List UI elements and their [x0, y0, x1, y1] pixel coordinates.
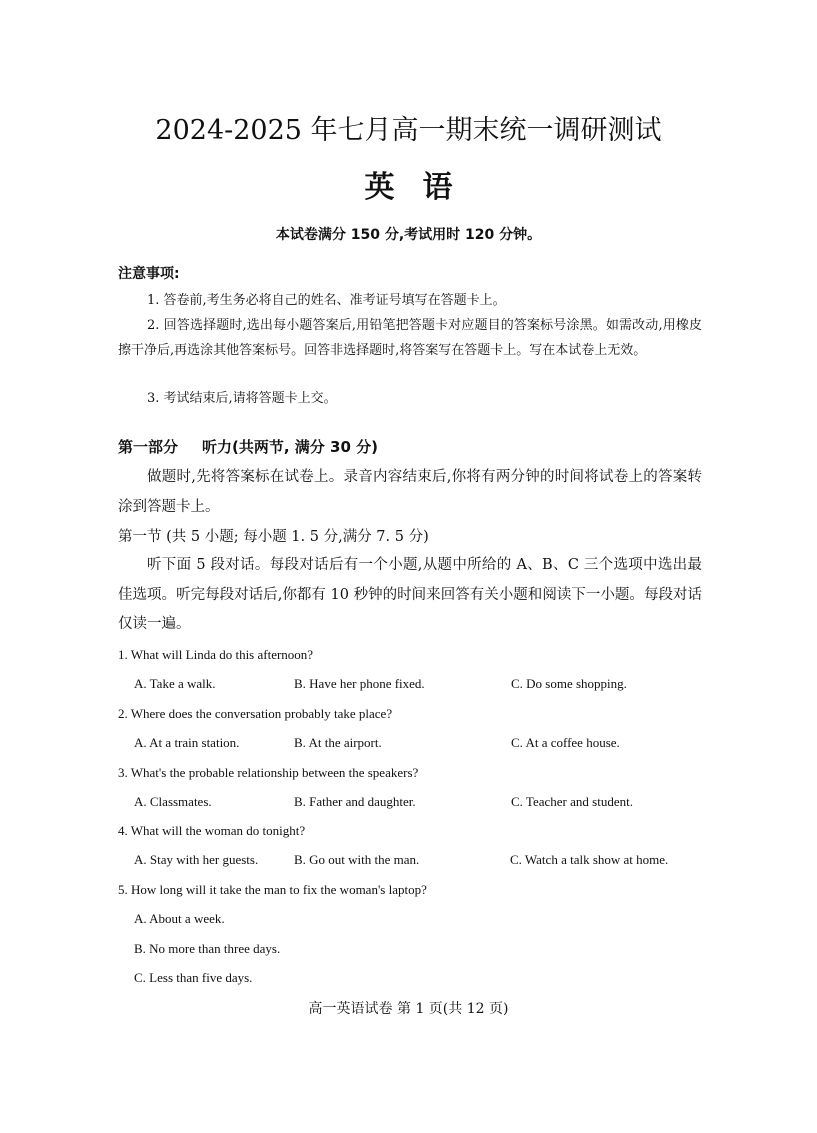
- option-b: B. Go out with the man.: [294, 852, 420, 867]
- notice-heading: 注意事项:: [118, 266, 180, 282]
- section1-label: 第一节 (共 5 小题; 每小题 1. 5 分,满分 7. 5 分): [118, 529, 429, 545]
- option-c: C. At a coffee house.: [511, 735, 620, 750]
- option-c: C. Watch a talk show at home.: [510, 852, 669, 867]
- option-b: B. No more than three days.: [134, 941, 281, 956]
- option-a: A. Take a walk.: [134, 676, 216, 691]
- notice-item-2: 2. 回答选择题时,选出每小题答案后,用铅笔把答题卡对应题目的答案标号涂黑。如需改动,用橡皮擦干净后,再选涂其他答案标号。回答非选择题时,将答案写在答题卡上。写在本试卷上无效。: [118, 318, 702, 358]
- question-stem: 4. What will the woman do tonight?: [118, 823, 306, 838]
- part1-heading: [118, 434, 378, 460]
- question-stem: 3. What's the probable relationship between the speakers?: [118, 765, 419, 780]
- option-c: C. Do some shopping.: [511, 676, 627, 691]
- option-a: A. At a train station.: [134, 735, 240, 750]
- option-a: A. About a week.: [134, 911, 225, 926]
- option-c: C. Less than five days.: [134, 970, 253, 985]
- question-stem: 1. What will Linda do this afternoon?: [118, 647, 314, 662]
- option-c: C. Teacher and student.: [511, 794, 633, 809]
- option-a: A. Classmates.: [134, 794, 212, 809]
- option-b: B. At the airport.: [294, 735, 382, 750]
- option-b: B. Have her phone fixed.: [294, 676, 425, 691]
- part1-heading-label: 第一部分: [118, 438, 179, 456]
- part1-intro: 做题时,先将答案标在试卷上。录音内容结束后,你将有两分钟的时间将试卷上的答案转涂到答题卡上。: [118, 469, 702, 515]
- question-stem: 2. Where does the conversation probably take place?: [118, 706, 393, 721]
- part1-heading-title: 听力(共两节, 满分 30 分): [202, 438, 378, 456]
- notice-item-3: 3. 考试结束后,请将答题卡上交。: [147, 391, 337, 406]
- exam-title: 2024-2025 年七月高一期末统一调研测试: [155, 115, 662, 146]
- page-footer: 高一英语试卷 第 1 页(共 12 页): [308, 1001, 509, 1017]
- option-a: A. Stay with her guests.: [134, 852, 259, 867]
- subject-title: 英语: [364, 170, 481, 205]
- section1-intro: 听下面 5 段对话。每段对话后有一个小题,从题中所给的 A、B、C 三个选项中选出最佳选项。听完每段对话后,你都有 10 秒钟的时间来回答有关小题和阅读下一小题。每段对话仅读一遍。: [118, 557, 702, 632]
- notice-item-1: 1. 答卷前,考生务必将自己的姓名、准考证号填写在答题卡上。: [147, 293, 506, 308]
- question-stem: 5. How long will it take the man to fix the woman's laptop?: [118, 882, 427, 897]
- score-note: 本试卷满分 150 分,考试用时 120 分钟。: [275, 227, 542, 243]
- option-b: B. Father and daughter.: [294, 794, 416, 809]
